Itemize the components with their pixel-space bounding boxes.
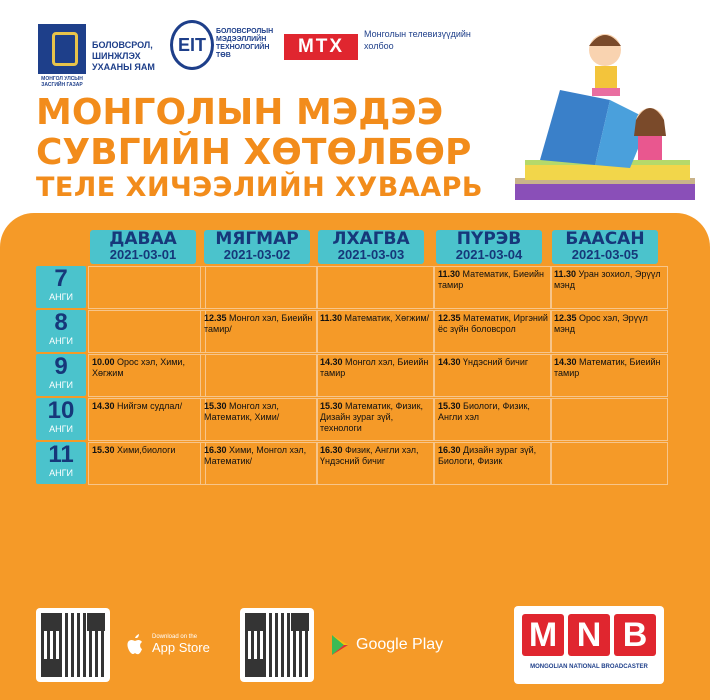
day-header-friday: БААСАН 2021-03-05 (552, 230, 658, 264)
day-header-wednesday: ЛХАГВА 2021-03-03 (318, 230, 424, 264)
schedule-cell: 11.30 Уран зохиол, Эрүүл мэнд (550, 266, 668, 309)
schedule-cell: 12.35 Математик, Иргэний ёс зүйн боловсрол (434, 310, 552, 353)
schedule-cell (200, 354, 318, 397)
eit-logo: EIT (170, 20, 214, 70)
grade-9-label: 9 АНГИ (36, 354, 86, 396)
mtx-logo: МТХ (284, 34, 358, 60)
schedule-cell: 11.30 Математик, Хөгжим/ (316, 310, 434, 353)
schedule-cell: 16.30 Дизайн зураг зүй, Биологи, Физик (434, 442, 552, 485)
schedule-cell: 14.30 Үндэсний бичиг (434, 354, 552, 397)
schedule-cell: 15.30 Биологи, Физик, Англи хэл (434, 398, 552, 441)
org-eit: БОЛОВСРОЛЫН МЭДЭЭЛЛИЙН ТЕХНОЛОГИЙН ТӨВ (216, 28, 274, 59)
mnb-subtitle: MONGOLIAN NATIONAL BROADCASTER (530, 664, 648, 670)
mongolia-emblem-logo (38, 24, 86, 74)
grade-10-label: 10 АНГИ (36, 398, 86, 440)
schedule-cell (550, 442, 668, 485)
schedule-cell: 10.00 Орос хэл, Хими, Хөгжим (88, 354, 206, 397)
google-play-icon (330, 634, 350, 656)
day-header-thursday: ПҮРЭВ 2021-03-04 (436, 230, 542, 264)
day-header-monday: ДАВАА 2021-03-01 (90, 230, 196, 264)
appstore-small-label: Download on the (152, 633, 198, 640)
schedule-cell (88, 310, 206, 353)
schedule-cell: 14.30 Монгол хэл, Биеийн тамир (316, 354, 434, 397)
emblem-caption: МОНГОЛ УЛСЫН ЗАСГИЙН ГАЗАР (41, 76, 83, 88)
apple-icon (124, 632, 146, 656)
schedule-cell: 16.30 Физик, Англи хэл, Үндэсний бичиг (316, 442, 434, 485)
schedule-cell: 11.30 Математик, Биеийн тамир (434, 266, 552, 309)
grade-7-label: 7 АНГИ (36, 266, 86, 308)
day-header-tuesday: МЯГМАР 2021-03-02 (204, 230, 310, 264)
googleplay-label: Google Play (356, 636, 444, 653)
schedule-cell (550, 398, 668, 441)
title-line-3: ТЕЛЕ ХИЧЭЭЛИЙН ХУВААРЬ (36, 172, 483, 203)
google-play-badge[interactable] (330, 634, 443, 656)
qr-code-appstore[interactable] (36, 608, 110, 682)
schedule-cell (316, 266, 434, 309)
qr-code-googleplay[interactable] (240, 608, 314, 682)
schedule-cell: 15.30 Монгол хэл, Математик, Хими/ (200, 398, 318, 441)
schedule-cell: 12.35 Монгол хэл, Биеийн тамир/ (200, 310, 318, 353)
schedule-cell: 15.30 Хими,биологи (88, 442, 206, 485)
schedule-cell: 15.30 Математик, Физик, Дизайн зураг зүй, технологи (316, 398, 434, 441)
grade-11-label: 11 АНГИ (36, 442, 86, 484)
grade-8-label: 8 АНГИ (36, 310, 86, 352)
appstore-label: App Store (152, 639, 210, 655)
mnb-logo: M N B MONGOLIAN NATIONAL BROADCASTER (514, 606, 664, 684)
kids-reading-books-illustration (500, 10, 710, 210)
schedule-cell: 14.30 Нийгэм судлал/ (88, 398, 206, 441)
app-store-badge[interactable] (124, 632, 210, 656)
schedule-cell (200, 266, 318, 309)
title-line-2: СУВГИЙН ХӨТӨЛБӨР (36, 132, 472, 173)
schedule-cell: 14.30 Математик, Биеийн тамир (550, 354, 668, 397)
schedule-cell: 12.35 Орос хэл, Эрүүл мэнд (550, 310, 668, 353)
org-mtx: Монголын телевизүүдийн холбоо (364, 29, 471, 51)
schedule-cell (88, 266, 206, 309)
title-line-1: МОНГОЛЫН МЭДЭЭ (36, 92, 444, 133)
schedule-cell: 16.30 Хими, Монгол хэл, Математик/ (200, 442, 318, 485)
org-ministry: БОЛОВСРОЛ, ШИНЖЛЭХ УХААНЫ ЯАМ (92, 40, 155, 72)
